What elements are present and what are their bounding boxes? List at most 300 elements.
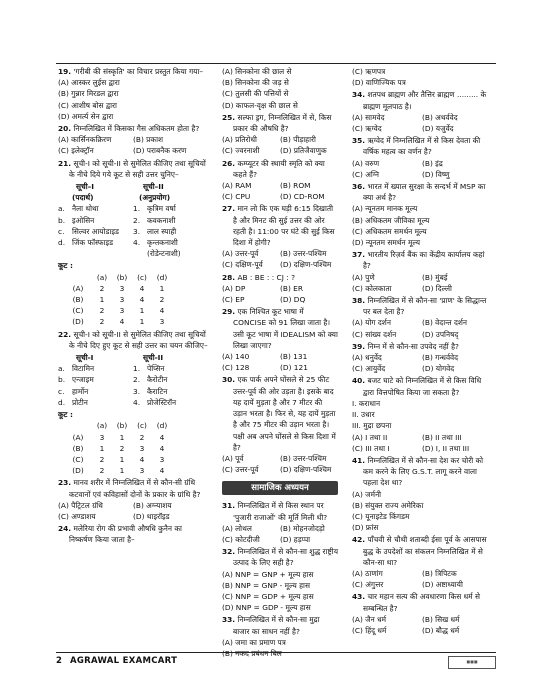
match-cell: d. — [58, 397, 66, 407]
question-text — [352, 181, 492, 203]
question-q32 — [222, 546, 338, 613]
code-cell: 2 — [99, 283, 105, 293]
question-number: 29. — [222, 307, 236, 317]
match-cell: a. — [58, 364, 65, 374]
option: (C) आशीष बोस द्वारा — [58, 100, 117, 110]
match-cell: 2. — [133, 375, 141, 385]
match-cell: b. — [58, 215, 66, 225]
question-stem: निम्नलिखित में से कौन-सा 'प्राण' के सिद्धान्त पर बल देता है? — [363, 296, 487, 317]
question-number: 23. — [58, 478, 72, 488]
option: (D) हड़प्पा — [280, 534, 311, 544]
code-cell: (b) — [116, 272, 128, 282]
code-cell: (D) — [72, 317, 84, 327]
code-cell: 3 — [159, 454, 165, 464]
option: (C) ऋणपत्र — [352, 67, 386, 76]
question-q26 — [222, 158, 338, 203]
option: (C) 128 — [222, 363, 250, 373]
option: (D) CD-ROM — [280, 192, 325, 202]
option: (C) अण्डाशय — [58, 511, 96, 521]
question-q30 — [222, 374, 338, 475]
question-text — [58, 66, 208, 77]
question-text — [222, 306, 338, 351]
question-stem: सल्फा ड्रग, निम्नलिखित में से, किस प्रकार की औषधि है? — [233, 112, 332, 134]
question-number: 41. — [352, 455, 366, 465]
question-q37 — [352, 249, 492, 294]
question-text — [352, 295, 492, 317]
option: (B) मुंबई — [422, 272, 448, 282]
code-cell: 3 — [119, 283, 125, 293]
code-cell: 2 — [119, 443, 125, 453]
code-cell: (a) — [96, 421, 108, 431]
option: (B) अधिकतम जीविका मूल्य — [352, 215, 430, 225]
options — [352, 158, 492, 180]
option: (A) आस्कर लुईस द्वारा — [58, 78, 120, 88]
option: (A) 140 — [222, 352, 250, 362]
question-stem: भारत में ख्याल सुरक्षा के सन्दर्भ में MSP का क्या अर्थ है? — [363, 182, 486, 203]
question-number: 30. — [222, 375, 236, 385]
question-text — [222, 158, 338, 180]
match-cell: प्रोजेस्टिरॉन — [147, 397, 177, 407]
question-stem: 'गरीबी की संस्कृति' का विचार प्रस्तुत किया गया– — [73, 67, 204, 76]
question-stem: भारतीय रिज़र्व बैंक का केंद्रीय कार्यालय कहां है? — [363, 250, 485, 271]
match-cell: विटामिन — [72, 364, 95, 374]
option: (B) सिनकोना की जड़ से — [222, 78, 289, 88]
match-table — [58, 352, 208, 408]
option: (C) III तथा I — [352, 443, 390, 453]
options — [352, 489, 492, 534]
match-cell: कैराटिन — [147, 386, 168, 396]
option: (D) दक्षिण-पश्चिम — [280, 260, 332, 270]
code-cell: 1 — [99, 443, 105, 453]
match-cell: प्रोटीन — [72, 397, 88, 407]
option: (D) अष्टाध्यायी — [422, 580, 463, 590]
code-cell: 1 — [99, 295, 105, 305]
option: (D) I, II तथा III — [422, 443, 470, 453]
option: (C) अंगुत्तर — [352, 580, 384, 590]
column-2 — [222, 66, 338, 660]
match-cell: कवकनाशी — [147, 215, 176, 225]
code-cell: 2 — [99, 317, 105, 327]
question-number: 36. — [352, 182, 366, 192]
match-cell: लाल स्याही — [147, 226, 177, 236]
options — [222, 283, 338, 305]
question-number: 25. — [222, 112, 236, 122]
answer-codes — [64, 420, 208, 476]
section-heading: सामाजिक अध्ययन — [222, 481, 338, 495]
option: (B) II तथा III — [422, 432, 462, 442]
option: (B) वेदान्त दर्शन — [422, 318, 468, 328]
match-cell: जिंक फॉस्फाइड — [72, 238, 114, 248]
option: (D) बौद्ध धर्म — [422, 625, 460, 635]
option: (C) ज्वरनाशी — [222, 146, 260, 156]
code-label: कूट : — [58, 261, 73, 271]
options — [222, 569, 338, 614]
question-q29 — [222, 306, 338, 373]
option: (D) 121 — [280, 363, 308, 373]
options — [352, 272, 492, 294]
question-q23 — [58, 477, 208, 522]
option: (A) लोथल — [222, 523, 252, 533]
question-q27 — [222, 203, 338, 270]
top-rule — [56, 63, 496, 64]
question-q38 — [352, 295, 492, 340]
question-stem: चार महान सत्य की अवधारणा किस धर्म से सम्बन्धित है? — [363, 592, 480, 613]
code-cell: 2 — [139, 432, 145, 442]
option: (A) DP — [222, 283, 246, 293]
question-q43 — [352, 591, 492, 636]
question-text — [222, 500, 338, 522]
question-q19 — [58, 66, 208, 122]
question-stem: AB : BE : : CJ : ? — [237, 272, 295, 282]
question-q21 — [58, 158, 208, 328]
option: (B) गुन्नार मिरडल द्वारा — [58, 89, 119, 99]
question-q41 — [352, 455, 492, 533]
code-cell: 4 — [159, 432, 165, 442]
question-text — [222, 272, 338, 283]
question-stem: निम्नलिखित में किसका गैस अधिकतम होता है? — [73, 124, 200, 134]
code-cell: 1 — [139, 317, 145, 327]
code-cell: (d) — [156, 421, 168, 431]
match-cell: कैरोटीन — [147, 375, 168, 385]
option: (A) ठाणांग — [352, 568, 383, 578]
question-text — [352, 455, 492, 489]
options — [352, 112, 492, 134]
option: (D) अमर्त्य सेन द्वारा — [58, 111, 114, 121]
match-header-1: सूची–I — [76, 182, 95, 192]
code-cell: 4 — [159, 466, 165, 476]
code-cell: 3 — [119, 306, 125, 316]
option: (D) DQ — [280, 295, 306, 305]
question-text — [58, 523, 208, 545]
option: (C) हिंदू धर्म — [352, 625, 387, 635]
option: II. उधार — [352, 410, 375, 420]
question-number: 39. — [352, 341, 366, 351]
question-text — [58, 329, 208, 351]
question-text — [58, 477, 208, 499]
code-cell: 2 — [159, 295, 165, 305]
question-number: 28. — [222, 272, 236, 282]
option: (A) योग दर्शन — [352, 318, 391, 328]
question-text — [352, 534, 492, 568]
question-q33b — [352, 66, 492, 88]
code-cell: 1 — [139, 306, 145, 316]
question-number: 42. — [352, 535, 366, 545]
question-text — [222, 203, 338, 248]
options — [222, 248, 338, 270]
option: (C) CPU — [222, 192, 251, 202]
option: (A) कार्सिनकक्रिरण — [58, 135, 112, 145]
options — [222, 351, 338, 373]
code-cell — [64, 272, 92, 283]
options — [352, 203, 492, 248]
code-cell: 1 — [119, 466, 125, 476]
code-cell: (D) — [72, 466, 84, 476]
question-q24 — [58, 523, 208, 545]
question-stem: निम्नलिखित में से कौन-सा शुद्ध राष्ट्रीय उत्पाद के लिए सही है? — [233, 547, 338, 568]
option: (D) फ्रांस — [352, 523, 379, 533]
option: (B) ER — [280, 283, 303, 293]
option: (A) जमा का प्रमाण पत्र — [222, 637, 286, 647]
question-stem: निम्न में से कौन-सा उपवेद नहीं है? — [367, 341, 459, 351]
brand-logo-icon: ◼◼◼ — [448, 656, 496, 669]
code-cell: 3 — [159, 317, 165, 327]
question-number: 27. — [222, 204, 236, 214]
match-cell: पेप्सिन — [147, 364, 165, 374]
question-text — [352, 375, 492, 397]
option: (B) उत्तर-पश्चिम — [280, 249, 327, 259]
match-cell: c. — [58, 226, 65, 236]
page-number: 2 — [56, 656, 62, 666]
option: (D) न्यूनतम समर्थन मूल्य — [352, 238, 421, 248]
code-cell: 4 — [119, 317, 125, 327]
option: (C) अधिकतम समर्थन मूल्य — [352, 226, 427, 236]
question-text — [352, 341, 492, 352]
question-text — [352, 591, 492, 613]
question-number: 43. — [352, 592, 366, 602]
code-cell: (A) — [72, 283, 84, 293]
option: (B) सिख धर्म — [422, 614, 460, 624]
match-cell: 1. — [133, 204, 141, 214]
match-cell: कृत्रिम वर्षा — [147, 204, 176, 214]
option: (B) इंद्र — [422, 158, 443, 168]
question-q25 — [222, 112, 338, 157]
bottom-rule — [56, 652, 496, 653]
question-stem: शतपथ ब्राह्मण और तैत्तिर ब्राह्मण ......... के ब्राह्मण मूलपाठ है। — [363, 90, 487, 111]
match-cell: इओसिन — [72, 215, 95, 225]
match-cell — [133, 248, 147, 259]
question-number: 38. — [352, 296, 366, 306]
question-number: 21. — [58, 158, 72, 168]
options — [352, 352, 492, 374]
question-q28 — [222, 272, 338, 306]
question-stem: ऋग्वेद में निम्नलिखित में से किस देवता की वर्षिक महत्व का वर्णन है? — [363, 136, 481, 157]
option: (C) कोटदीजी — [222, 534, 260, 544]
match-cell: 1. — [133, 364, 141, 374]
code-cell: (c) — [137, 272, 147, 282]
question-q31 — [222, 500, 338, 545]
options-codes — [352, 432, 492, 454]
match-table — [58, 181, 208, 259]
question-text — [222, 374, 338, 452]
match-cell: 3. — [133, 226, 141, 236]
option: (D) वाणिज्यिक पत्र — [352, 78, 406, 88]
options — [352, 66, 492, 88]
question-stem: मलेरिया रोग की प्रभावी औषधि कुनैन का निष्कर्षण किया जाता है– — [69, 524, 182, 545]
question-stem: मान लो कि एक घड़ी 6:15 दिखाती है और मिनट की सुई उत्तर की ओर रहती है। 11:00 पर घंटे की सुई किस दिशा में होगी? — [233, 204, 335, 248]
option: (B) 131 — [280, 352, 308, 362]
option: (C) इलेक्ट्रॉन — [58, 146, 94, 156]
code-cell: (B) — [72, 295, 84, 305]
question-stem: सूची-I को सूची-II से सुमेलित कीजिए तथा सूचियों के नीचे दिए हुए कूट से सही उत्तर का चयन कीजिए– — [69, 329, 208, 350]
column-1 — [58, 66, 208, 547]
question-stem: निम्नलिखित में से कौन-सा मुद्रा बाजार का साधन नहीं है? — [233, 615, 320, 636]
question-text — [222, 614, 338, 636]
question-q34 — [352, 89, 492, 134]
option: (C) यूनाइटेड किंगडम — [352, 511, 410, 521]
option: (D) यजुर्वेद — [422, 124, 454, 134]
code-cell: 3 — [119, 295, 125, 305]
option: (A) सामवेद — [352, 112, 385, 122]
question-number: 34. — [352, 90, 366, 100]
option: (D) दक्षिण-पश्चिम — [280, 465, 332, 475]
question-q35 — [352, 135, 492, 180]
question-text — [222, 546, 338, 568]
option: (B) उत्तर-पश्चिम — [280, 453, 327, 463]
options — [352, 614, 492, 636]
option: (A) उत्तर-पूर्व — [222, 249, 259, 259]
match-cell: c. — [58, 386, 65, 396]
option: (A) वरुण — [352, 158, 380, 168]
code-cell: 2 — [99, 454, 105, 464]
question-text — [352, 249, 492, 271]
match-cell — [72, 248, 133, 259]
option: (A) धनुर्वेद — [352, 353, 382, 363]
question-text — [58, 158, 208, 180]
question-number: 19. — [58, 67, 72, 76]
option: (D) थाइरॉइड — [133, 511, 170, 521]
option: (B) संयुक्त राज्य अमेरिका — [352, 500, 424, 510]
option: (D) NNP = GDP - मूल्य हास — [222, 603, 311, 613]
match-cell: 4. — [133, 397, 141, 407]
match-cell: 3. — [133, 386, 141, 396]
match-cell: एन्जाइम — [72, 375, 94, 385]
code-cell: 1 — [119, 432, 125, 442]
code-cell: 1 — [119, 454, 125, 464]
option: (C) EP — [222, 295, 245, 305]
match-subheader-1: (पदार्थ) — [72, 193, 94, 203]
match-header-2: सूची-II — [143, 353, 164, 363]
option: (B) अथर्ववेद — [422, 112, 458, 122]
match-cell: 2. — [133, 215, 141, 225]
option: (A) पूर्व — [222, 453, 244, 463]
question-number: 37. — [352, 250, 366, 260]
option: (D) दिल्ली — [422, 283, 452, 293]
options — [352, 568, 492, 590]
code-cell — [64, 420, 92, 431]
options — [222, 180, 338, 202]
options — [58, 77, 208, 122]
question-stem: सूची-I को सूची-II से सुमेलित कीजिए तथा सूचियों के नीचे दिये गये कूट से सही उत्तर चुनिए– — [69, 158, 206, 179]
question-number: 20. — [58, 124, 72, 134]
options — [222, 134, 338, 156]
option: (A) पुणे — [352, 272, 375, 282]
option: (B) प्रकाश — [133, 135, 164, 145]
option: (B) ROM — [280, 181, 311, 191]
code-cell: (A) — [72, 432, 84, 442]
option: (A) प्रतिरोधी — [222, 135, 257, 145]
option: (A) I तथा II — [352, 432, 388, 442]
question-stem: निम्नलिखित में से कौन-सा देश कर चोरी को कम करने के लिए G.S.T. लागू करने वाला पहला देश था? — [363, 455, 484, 488]
question-q39 — [352, 341, 492, 375]
option: (C) NNP = GDP + मूल्य हास — [222, 591, 314, 601]
option: (B) NNP = GNP - मूल्य हास — [222, 580, 310, 590]
match-cell — [58, 248, 72, 259]
question-number: 22. — [58, 329, 72, 339]
option: (A) जर्मनी — [352, 489, 382, 499]
code-cell: 1 — [159, 283, 165, 293]
code-cell: 3 — [139, 443, 145, 453]
code-cell: 3 — [99, 432, 105, 442]
code-cell: 4 — [139, 454, 145, 464]
question-q24b — [222, 66, 338, 111]
option: III. मुद्रा छपना — [352, 421, 392, 431]
question-text — [352, 135, 492, 157]
match-cell: कृन्तकनाशी — [147, 238, 178, 248]
match-cell: d. — [58, 238, 66, 248]
question-text — [352, 89, 492, 111]
option: (B) पीड़ाहारी — [280, 135, 316, 145]
options — [58, 134, 208, 156]
answer-codes — [64, 272, 208, 328]
match-cell: b. — [58, 375, 66, 385]
code-cell: (b) — [116, 421, 128, 431]
option: (C) ऋग्वेद — [352, 124, 382, 134]
match-header-1: सूची-I — [76, 353, 94, 363]
option: (B) त्रिपिटक — [422, 568, 457, 578]
option: (A) पैट्रिटल ग्रंथि — [58, 500, 103, 510]
options — [222, 523, 338, 545]
question-stem: पाँचवी से चौथी शताब्दी ईसा पूर्व के आसपास बुद्ध के उपदेशों का संकलन निम्नलिखित में से कौन-सा था? — [363, 535, 487, 567]
question-stem: एक निश्चित कूट भाषा में CONCISE को 91 लिखा जाता है। उसी कूट भाषा में IDEALISM को क्या लिखा जाएगा? — [233, 307, 338, 350]
match-subheader-2: (अनुप्रयोग) — [139, 193, 171, 203]
option: (C) दक्षिण-पूर्व — [222, 260, 263, 270]
code-cell: (B) — [72, 443, 84, 453]
option: (D) काफल-वृक्ष की छाल से — [222, 100, 298, 110]
options — [352, 398, 492, 432]
question-number: 33. — [222, 615, 236, 625]
page-footer — [56, 656, 496, 670]
column-3 — [352, 66, 492, 637]
question-number: 24. — [58, 524, 72, 534]
question-number: 40. — [352, 376, 366, 386]
match-cell: a. — [58, 204, 65, 214]
option: (D) विष्णु — [422, 169, 450, 179]
option: (C) तुलसी की पत्तियों से — [222, 89, 289, 99]
options — [58, 500, 208, 522]
option: (D) उपनिषद् — [422, 329, 459, 339]
question-q20 — [58, 123, 208, 157]
option: (C) आयुर्वेद — [352, 364, 386, 374]
option: (A) सिनकोना की छाल से — [222, 67, 292, 76]
options — [352, 317, 492, 339]
option: (B) नकद प्रबंधन बिल — [222, 648, 282, 658]
code-label: कूट : — [58, 410, 73, 420]
match-cell: नैला थोथा — [72, 204, 99, 214]
option: (D) पराबनैक करण — [133, 146, 187, 156]
match-cell: हार्मोन — [72, 386, 89, 396]
question-number: 31. — [222, 501, 236, 511]
option: I. कराधान — [352, 398, 381, 408]
code-cell: 4 — [159, 443, 165, 453]
question-number: 35. — [352, 136, 366, 146]
option: (A) न्यूनतम मानक मूल्य — [352, 204, 418, 214]
code-cell: 4 — [159, 306, 165, 316]
option: (B) मोहनजोदड़ो — [280, 523, 325, 533]
options — [222, 453, 338, 475]
question-text — [58, 123, 208, 134]
match-header-2: सूची–II — [143, 182, 164, 192]
question-stem: कम्प्यूटर की स्थायी स्मृति को क्या कहते हैं? — [233, 158, 325, 179]
code-cell: (a) — [96, 272, 108, 282]
code-cell: 4 — [139, 283, 145, 293]
question-stem: एक पार्क अपने घोंसले से 25 फीट उत्तर-पूर्व की ओर उड़ता है। इसके बाद यह दायें मुड़ता है और 7 मीटर की उड़ान भरता है। फिर से, यह दायें मुड़ता है और 75 मीटर की उड़ान भरता है। पक्षी अब अपने घोंसले से किस दिशा में है? — [233, 375, 336, 452]
question-stem: मानव शरीर में निम्नलिखित में से कौन-सी ग्रंथि कटवानों एवं कविहासों दोनों के प्रकार के ग्रांथि है? — [69, 478, 201, 499]
option: (B) अग्न्याशय — [133, 500, 172, 510]
option: (A) जैन धर्म — [352, 614, 387, 624]
option: (D) प्रतिजैवाणुक — [280, 146, 327, 156]
question-text — [222, 112, 338, 134]
brand-name: AGRAWAL EXAMCART — [70, 656, 178, 666]
